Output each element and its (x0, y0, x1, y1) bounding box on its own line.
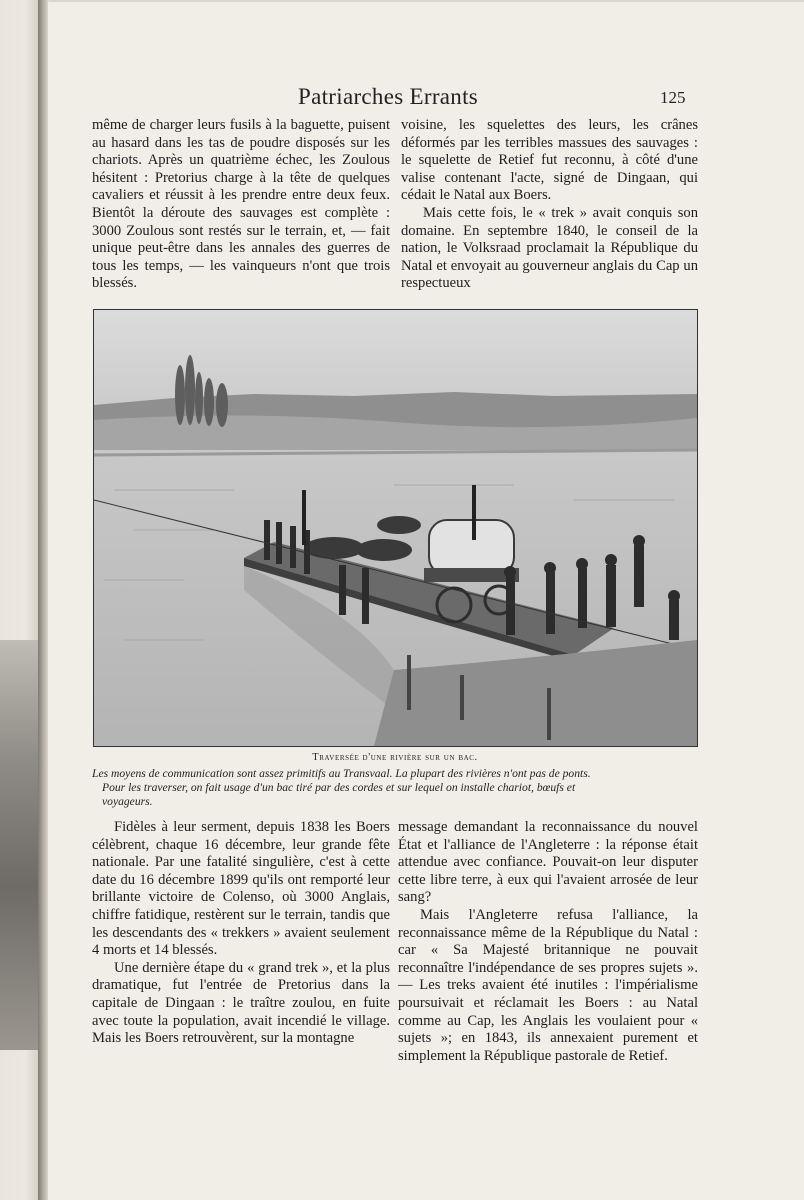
paragraph: voisine, les squelettes des leurs, les crânes déformés par les terribles massues des sauvages : le squelette de Retief fut reconnu, à côté d'une valise contenant l'acte, signé de Dingaan, qui cédait le Natal aux Boers. (401, 117, 698, 204)
text-column-top-right (401, 117, 698, 293)
caption-line: Pour les traverser, on fait usage d'un bac tiré par des cordes et sur lequel on installe chariot, bœufs et (102, 781, 576, 794)
figure-caption-title: Traversée d'une rivière sur un bac. (312, 752, 478, 763)
text-column-top-left (92, 117, 390, 293)
page-header (48, 84, 708, 112)
paragraph: Mais l'Angleterre refusa l'alliance, la reconnaissance même de la République du Natal : car « Sa Majesté britannique ne pouvait reconnaître l'indépendance de ses propres sujets ». — Les treks avaient été inutiles : l'impérialisme poursuivait et réclamait les Boers : au Natal comme au Cap, les Anglais les voulaient pour « sujets »; en 1843, ils annexaient purement et simplement la République pastorale de Retief. (398, 906, 698, 1064)
ferry-engraving (94, 310, 697, 746)
paragraph: Mais cette fois, le « trek » avait conquis son domaine. En septembre 1840, le conseil de la nation, le Volksraad proclamait la République du Natal et envoyait au gouverneur anglais du Cap un respectueux (401, 204, 698, 292)
paragraph: message demandant la reconnaissance du nouvel État et l'alliance de l'Angleterre : la réponse était attendue avec confiance. Pouvait-on leur disputer cette libre terre, à eux qui l'avaient arrosée de leur sang? (398, 819, 698, 906)
paragraph: Fidèles à leur serment, depuis 1838 les Boers célèbrent, chaque 16 décembre, leur grande fête nationale. Par une fatalité singulière, c'est à cette date du 16 décembre 1899 qu'ils ont remporté leur brillante victoire de Colenso, où 3000 Anglais, chiffre fatidique, restèrent sur le terrain, tandis que les descendants des « trekkers » avaient seulement 4 morts et 14 blessés. (92, 819, 390, 959)
left-page-photo-fragment (0, 640, 38, 1050)
page-number: 125 (660, 88, 686, 107)
text-column-bottom-left (92, 819, 390, 1048)
caption-line: Les moyens de communication sont assez primitifs au Transvaal. La plupart des rivières n'ont pas de ponts. (92, 767, 591, 780)
running-title: Patriarches Errants (298, 84, 479, 109)
paragraph: Une dernière étape du « grand trek », et la plus dramatique, fut l'entrée de Pretorius dans la capitale de Dingaan : le traître zoulou, en fuite avec toute la population, avait incendié le village. Mais les Boers retrouvèrent, sur la montagne (92, 959, 390, 1047)
text-column-bottom-right (398, 819, 698, 1065)
caption-line: voyageurs. (102, 795, 153, 808)
figure-caption (92, 767, 698, 809)
ferry-illustration (93, 309, 698, 747)
paragraph: même de charger leurs fusils à la baguette, puisent au hasard dans les tas de poudre disposés sur les chariots. Après un quatrième échec, les Zoulous hésitent : Pretorius charge à la tête de quelques cavaliers et réussit à les prendre entre deux feux. Bientôt la déroute des sauvages est complète : 3000 Zoulous sont restés sur le terrain, et, — fait unique peut-être dans les annales des guerres de tous les temps, — les vainqueurs n'ont que trois blessés. (92, 117, 390, 292)
left-facing-page (0, 0, 42, 1200)
